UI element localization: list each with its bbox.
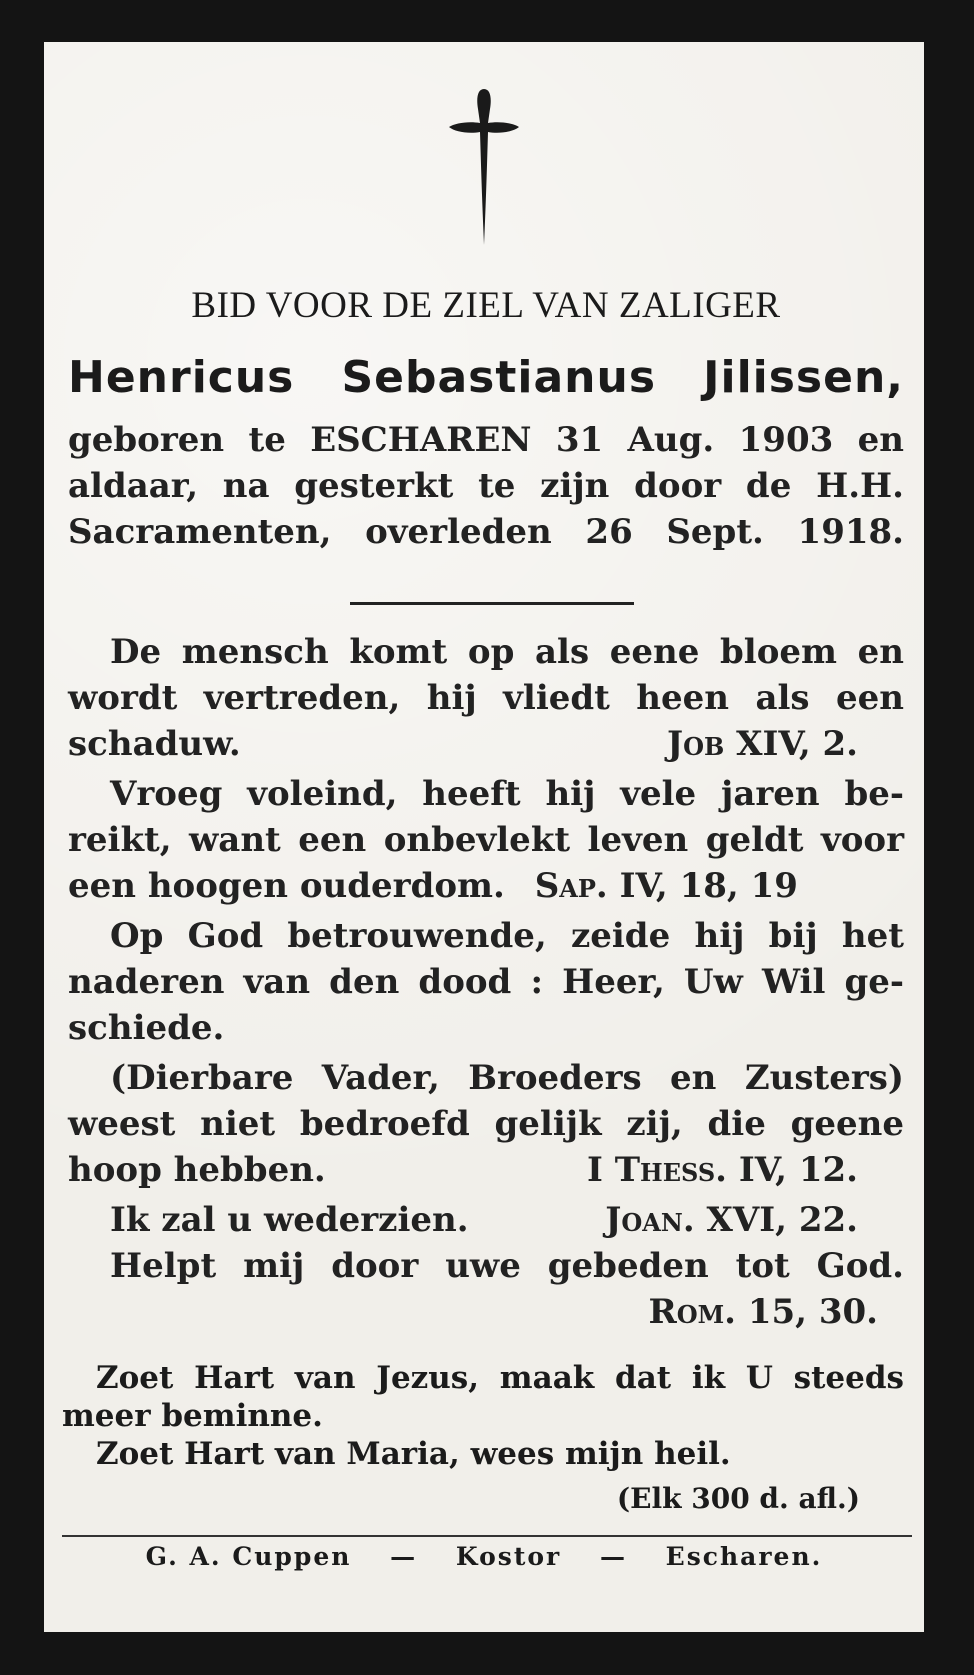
- footer-separator: —: [599, 1542, 627, 1571]
- bible-reference: Sap. IV, 18, 19: [534, 866, 798, 906]
- verse-line: De mensch komt op als eene bloem en: [110, 632, 904, 672]
- verse-line: schiede.: [68, 1008, 225, 1048]
- bible-reference: Joan. XVI, 22.: [605, 1200, 858, 1240]
- prayer-line: Zoet Hart van Jezus, maak dat ik U steeds: [96, 1360, 904, 1396]
- prayer-line: Zoet Hart van Maria, wees mijn heil.: [96, 1436, 731, 1472]
- verse-line: reikt, want een onbevlekt leven geldt voor: [68, 820, 904, 860]
- prayer-line: meer beminne.: [62, 1398, 323, 1434]
- deceased-name: Henricus Sebastianus Jilissen,: [68, 352, 904, 403]
- printer-place: Escharen.: [665, 1542, 823, 1571]
- intro-line-1: geboren te ESCHAREN 31 Aug. 1903 en: [68, 420, 904, 460]
- verse-line: weest niet bedroefd gelijk zij, die geene: [68, 1104, 904, 1144]
- printer-role: Kostor: [455, 1542, 562, 1571]
- verse-line: Ik zal u wederzien. Joan. XVI, 22.: [110, 1200, 858, 1240]
- printer-footer: [44, 1542, 924, 1571]
- intro-line-3: Sacramenten, overleden 26 Sept. 1918.: [68, 512, 904, 552]
- verse-line: wordt vertreden, hij vliedt heen als een: [68, 678, 904, 718]
- bible-reference: Rom. 15, 30.: [648, 1292, 878, 1332]
- bible-reference: Job XIV, 2.: [666, 724, 858, 764]
- indulgence-note: (Elk 300 d. afl.): [616, 1482, 860, 1515]
- verse-line: Op God betrouwende, zeide hij bij het: [110, 916, 904, 956]
- memorial-card: [44, 42, 924, 1632]
- intro-line-2: aldaar, na gesterkt te zijn door de H.H.: [68, 466, 904, 506]
- verse-line: schaduw. Job XIV, 2.: [68, 724, 858, 764]
- verse-line: [68, 1292, 904, 1332]
- verse-line: Helpt mij door uwe gebeden tot God.: [110, 1246, 904, 1286]
- verse-line: een hoogen ouderdom. Sap. IV, 18, 19: [68, 866, 798, 906]
- footer-rule: [62, 1535, 912, 1537]
- cross-icon: [44, 87, 924, 247]
- verse-line: naderen van den dood : Heer, Uw Wil ge-: [68, 962, 904, 1002]
- heading: BID VOOR DE ZIEL VAN ZALIGER: [191, 285, 781, 326]
- verse-line: Vroeg voleind, heeft hij vele jaren be-: [110, 774, 904, 814]
- printer-name: G. A. Cuppen: [145, 1542, 352, 1571]
- verse-line: hoop hebben. I Thess. IV, 12.: [68, 1150, 858, 1190]
- verse-line: (Dierbare Vader, Broeders en Zusters): [110, 1058, 904, 1098]
- divider: [350, 602, 634, 605]
- bible-reference: I Thess. IV, 12.: [587, 1150, 858, 1190]
- footer-separator: —: [390, 1542, 418, 1571]
